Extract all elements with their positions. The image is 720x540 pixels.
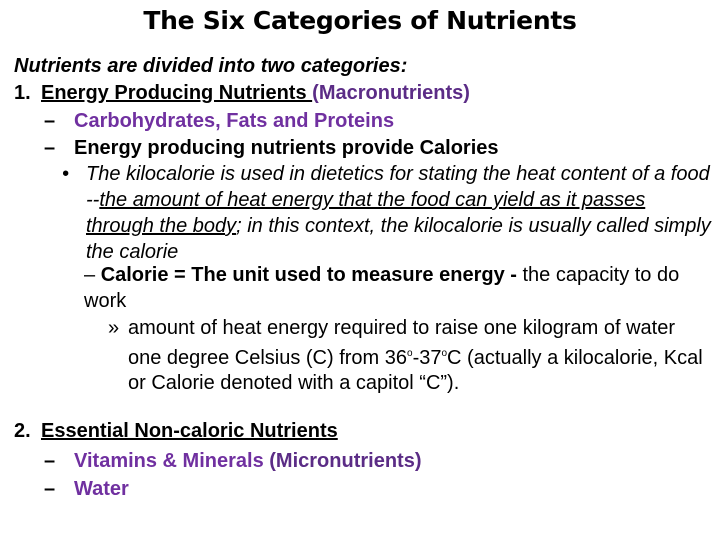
amount-marker: »	[108, 317, 120, 339]
item-2-sub-1	[44, 450, 421, 473]
degree-sup-1: o	[407, 348, 413, 359]
calorie-definition	[84, 262, 714, 314]
amount-definition	[108, 316, 708, 396]
kilocalorie-text-b: ; in this context, the kilocalorie is usually called simply the calorie	[86, 215, 711, 263]
degree-sup-2: o	[441, 348, 448, 359]
sub-text: Carbohydrates, Fats and Proteins	[74, 110, 395, 132]
item-2-sub-2	[44, 478, 129, 501]
item-2-number: 2.	[14, 420, 31, 442]
intro-text: Nutrients are divided into two categories:	[14, 55, 408, 77]
item-1-sub-1	[44, 110, 394, 133]
kilocalorie-bullet	[62, 161, 712, 265]
item-1-label: Energy Producing Nutrients	[41, 82, 313, 104]
kilocalorie-underlined: the amount of heat energy that the food can yield as it passes through the body	[86, 189, 646, 237]
kilocalorie-text	[86, 161, 712, 265]
item-2-label: Essential Non-caloric Nutrients	[41, 420, 338, 442]
bullet-marker: •	[62, 163, 70, 185]
amount-text	[128, 316, 708, 396]
item-1-number: 1.	[14, 82, 31, 104]
calorie-text	[84, 262, 714, 314]
sub-paren: (Micronutrients)	[269, 450, 422, 472]
calorie-dash: –	[84, 264, 96, 286]
item-2-heading	[14, 420, 338, 443]
sub-dash: –	[44, 450, 56, 472]
calorie-bold: Calorie = The unit used to measure energy -	[100, 264, 523, 286]
item-1-sub-2	[44, 137, 499, 160]
sub-text: Water	[74, 478, 129, 500]
calorie-rest: the capacity to do work	[84, 264, 680, 312]
sub-dash: –	[44, 110, 56, 132]
kilocalorie-text-a: The kilocalorie is used in dietetics for stating the heat content of a food --	[86, 163, 710, 211]
amount-text-a: amount of heat energy required to raise one kilogram of water one degree Celsius (C) from 36	[128, 317, 675, 369]
item-1-heading	[14, 82, 470, 105]
amount-text-c: C (actually a kilocalorie, Kcal or Calorie denoted with a capitol “C”).	[128, 347, 703, 394]
sub-text: Energy producing nutrients provide Calories	[74, 137, 499, 159]
amount-text-b: -37	[412, 347, 442, 369]
sub-dash: –	[44, 137, 56, 159]
item-1-paren: (Macronutrients)	[312, 82, 470, 104]
sub-dash: –	[44, 478, 56, 500]
slide-title: The Six Categories of Nutrients	[143, 6, 577, 35]
sub-text: Vitamins & Minerals	[74, 450, 270, 472]
